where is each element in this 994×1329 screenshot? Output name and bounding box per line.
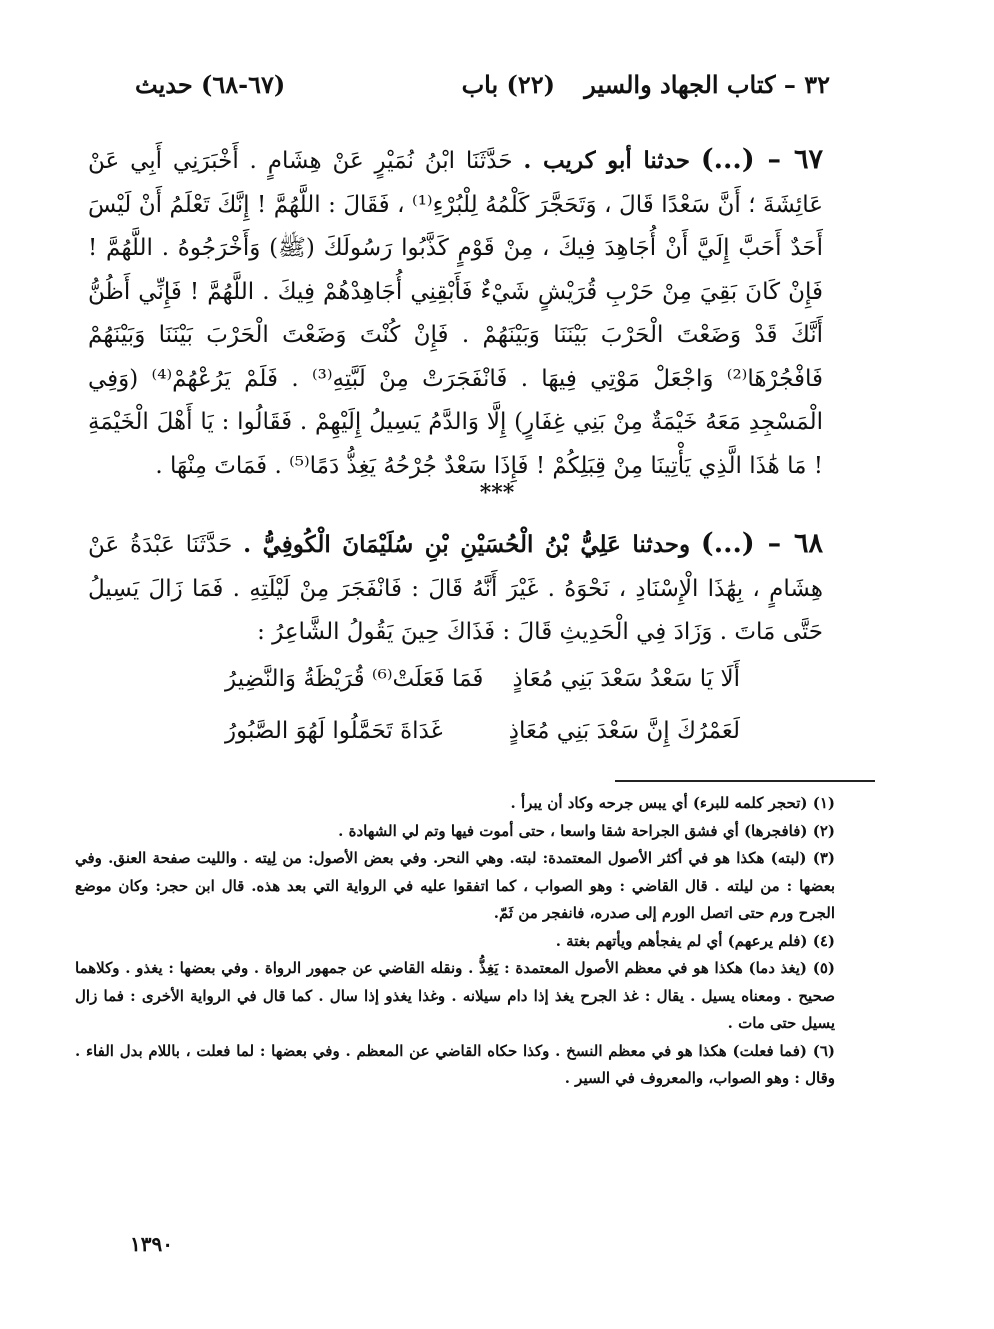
page-number: ١٣٩٠ [130,1232,173,1256]
poem [225,666,740,770]
running-header [135,70,830,110]
hadith-68 [88,522,823,655]
hadith-68-text: حَدَّثَنَا عَبْدَةُ عَنْ هِشَامٍ ، بِهَٰذَا الْإِسْنَادِ ، نَحْوَهُ . غَيْرَ أَنَّهُ قَالَ : فَانْفَجَرَ مِنْ لَيْلَتِهِ . فَمَا زَالَ يَسِيلُ حَتَّى مَاتَ . وَزَادَ فِي الْحَدِيثِ قَالَ : فَذَاكَ حِينَ يَقُولُ الشَّاعِرُ : [88,532,823,645]
verse-first-hemistich: لَعَمْرُكَ إِنَّ سَعْدَ بَنِي مُعَاذٍ [508,718,740,744]
hadith-67-text: حَدَّثَنَا ابْنُ نُمَيْرٍ عَنْ هِشَامٍ . أَخْبَرَنِي أَبِي عَنْ عَائِشَةَ ؛ أَنَّ سَعْدًا قَالَ ، وَتَحَجَّرَ كَلْمُهُ لِلْبُرْءِ⁽¹⁾ ، فَقَالَ : اللَّهُمَّ ! إِنَّكَ تَعْلَمُ أَنْ لَيْسَ أَحَدٌ أَحَبَّ إِلَيَّ أَنْ أُجَاهِدَ فِيكَ ، مِنْ قَوْمٍ كَذَّبُوا رَسُولَكَ (ﷺ) وَأَخْرَجُوهُ . اللَّهُمَّ ! فَإِنْ كَانَ بَقِيَ مِنْ حَرْبِ قُرَيْشٍ شَيْءٌ فَأَبْقِنِي أُجَاهِدْهُمْ فِيكَ . اللَّهُمَّ ! فَإِنِّي أَظُنُّ أَنَّكَ قَدْ وَضَعْتَ الْحَرْبَ بَيْنَنَا وَبَيْنَهُمْ . فَإِنْ كُنْتَ وَضَعْتَ الْحَرْبَ بَيْنَنَا وَبَيْنَهُمْ فَافْجُرْهَا⁽²⁾ وَاجْعَلْ مَوْتِي فِيهَا . فَانْفَجَرَتْ مِنْ لَبَّتِهِ⁽³⁾ . فَلَمْ يَرُعْهُمْ⁽⁴⁾ (وَفِي الْمَسْجِدِ مَعَهُ خَيْمَةٌ مِنْ بَنِي غِفَارٍ) إِلَّا وَالدَّمُ يَسِيلُ إِلَيْهِمْ . فَقَالُوا : يَا أَهْلَ الْخَيْمَةِ ! مَا هَٰذَا الَّذِي يَأْتِينَا مِنْ قِبَلِكُمْ ! فَإِذَا سَعْدٌ جُرْحُهُ يَغِذُّ دَمًا⁽⁵⁾ . فَمَاتَ مِنْهَا . [88,148,824,479]
hadith-68-narration: وحدثنا عَلِيُّ بْنُ الْحُسَيْنِ بْنِ سُلَيْمَانَ الْكُوفِيُّ . [243,531,691,558]
section-separator: *** [479,480,515,506]
verse-second-hemistich: غَدَاةَ تَحَمَّلُوا لَهُوَ الصَّبُورُ [225,718,443,744]
hadith-67-block [88,138,823,488]
hadith-67-number: ٦٧ – (...) [700,144,824,175]
hadith-67 [88,138,823,488]
book-title: ٣٢ – كتاب الجهاد والسير [584,70,830,99]
hadith-68-block [88,522,823,655]
footnote: (٦) (فما فعلت) هكذا هو في معظم النسخ . وكذا حكاه القاضي عن المعظم . وفي بعضها : لما فعلت ، باللام بدل الفاء . وقال : وهو الصواب، والمعروف في السير . [75,1041,835,1087]
footnote: (٣) (لبته) هكذا هو في أكثر الأصول المعتمدة: لبته. وهي النحر. وفي بعض الأصول: من لِيته . والليت صفحة العنق. وفي بعضها : من ليلته . قال القاضي : وهو الصواب ، كما اتفقوا عليه في الرواية التي بعد هذه. قال ابن حجر: وكان موضع الجرح ورم حتى اتصل الورم إلى صدره، فانفجر من ثَمّ. [75,849,835,922]
footnotes [75,790,835,1093]
chapter-number: (٢٢) باب [461,70,555,99]
poem-verse [225,666,740,718]
footnote: (٢) (فافجرها) أي فشق الجراحة شقا واسعا ، حتى أموت فيها وتم لي الشهادة . [338,821,835,840]
footnote: (٥) (يغذ دما) هكذا هو في معظم الأصول المعتمدة : يَغِذُّ . ونقله القاضي عن جمهور الرواة . وفي بعضها : يغذو . وكلاهما صحيح . ومعناه يسيل . يقال : غذ الجرح يغذ إذا دام سيلانه . وغذا يغذو إذا سال . كما قال في الرواية الأخرى : فما زال يسيل حتى مات . [75,959,835,1032]
hadith-range: (٦٧-٦٨) حديث [135,70,286,99]
footnote: (٤) (فلم يرعهم) أي لم يفجأهم ويأتهم بغتة . [555,931,835,950]
verse-first-hemistich: أَلَا يَا سَعْدُ سَعْدَ بَنِي مُعَاذٍ [512,666,740,692]
hadith-68-number: ٦٨ – (...) [700,528,823,559]
verse-second-hemistich: فَمَا فَعَلَتْ⁽⁶⁾ قُرَيْظَةُ وَالنَّضِيرُ [225,666,484,692]
poem-verse [225,718,740,770]
footnote: (١) (تحجر كلمه للبرء) أي يبس جرحه وكاد أن يبرأ . [510,794,835,812]
hadith-67-narration: حدثنا أبو كريب . [523,147,690,174]
footnote-divider [615,780,875,782]
